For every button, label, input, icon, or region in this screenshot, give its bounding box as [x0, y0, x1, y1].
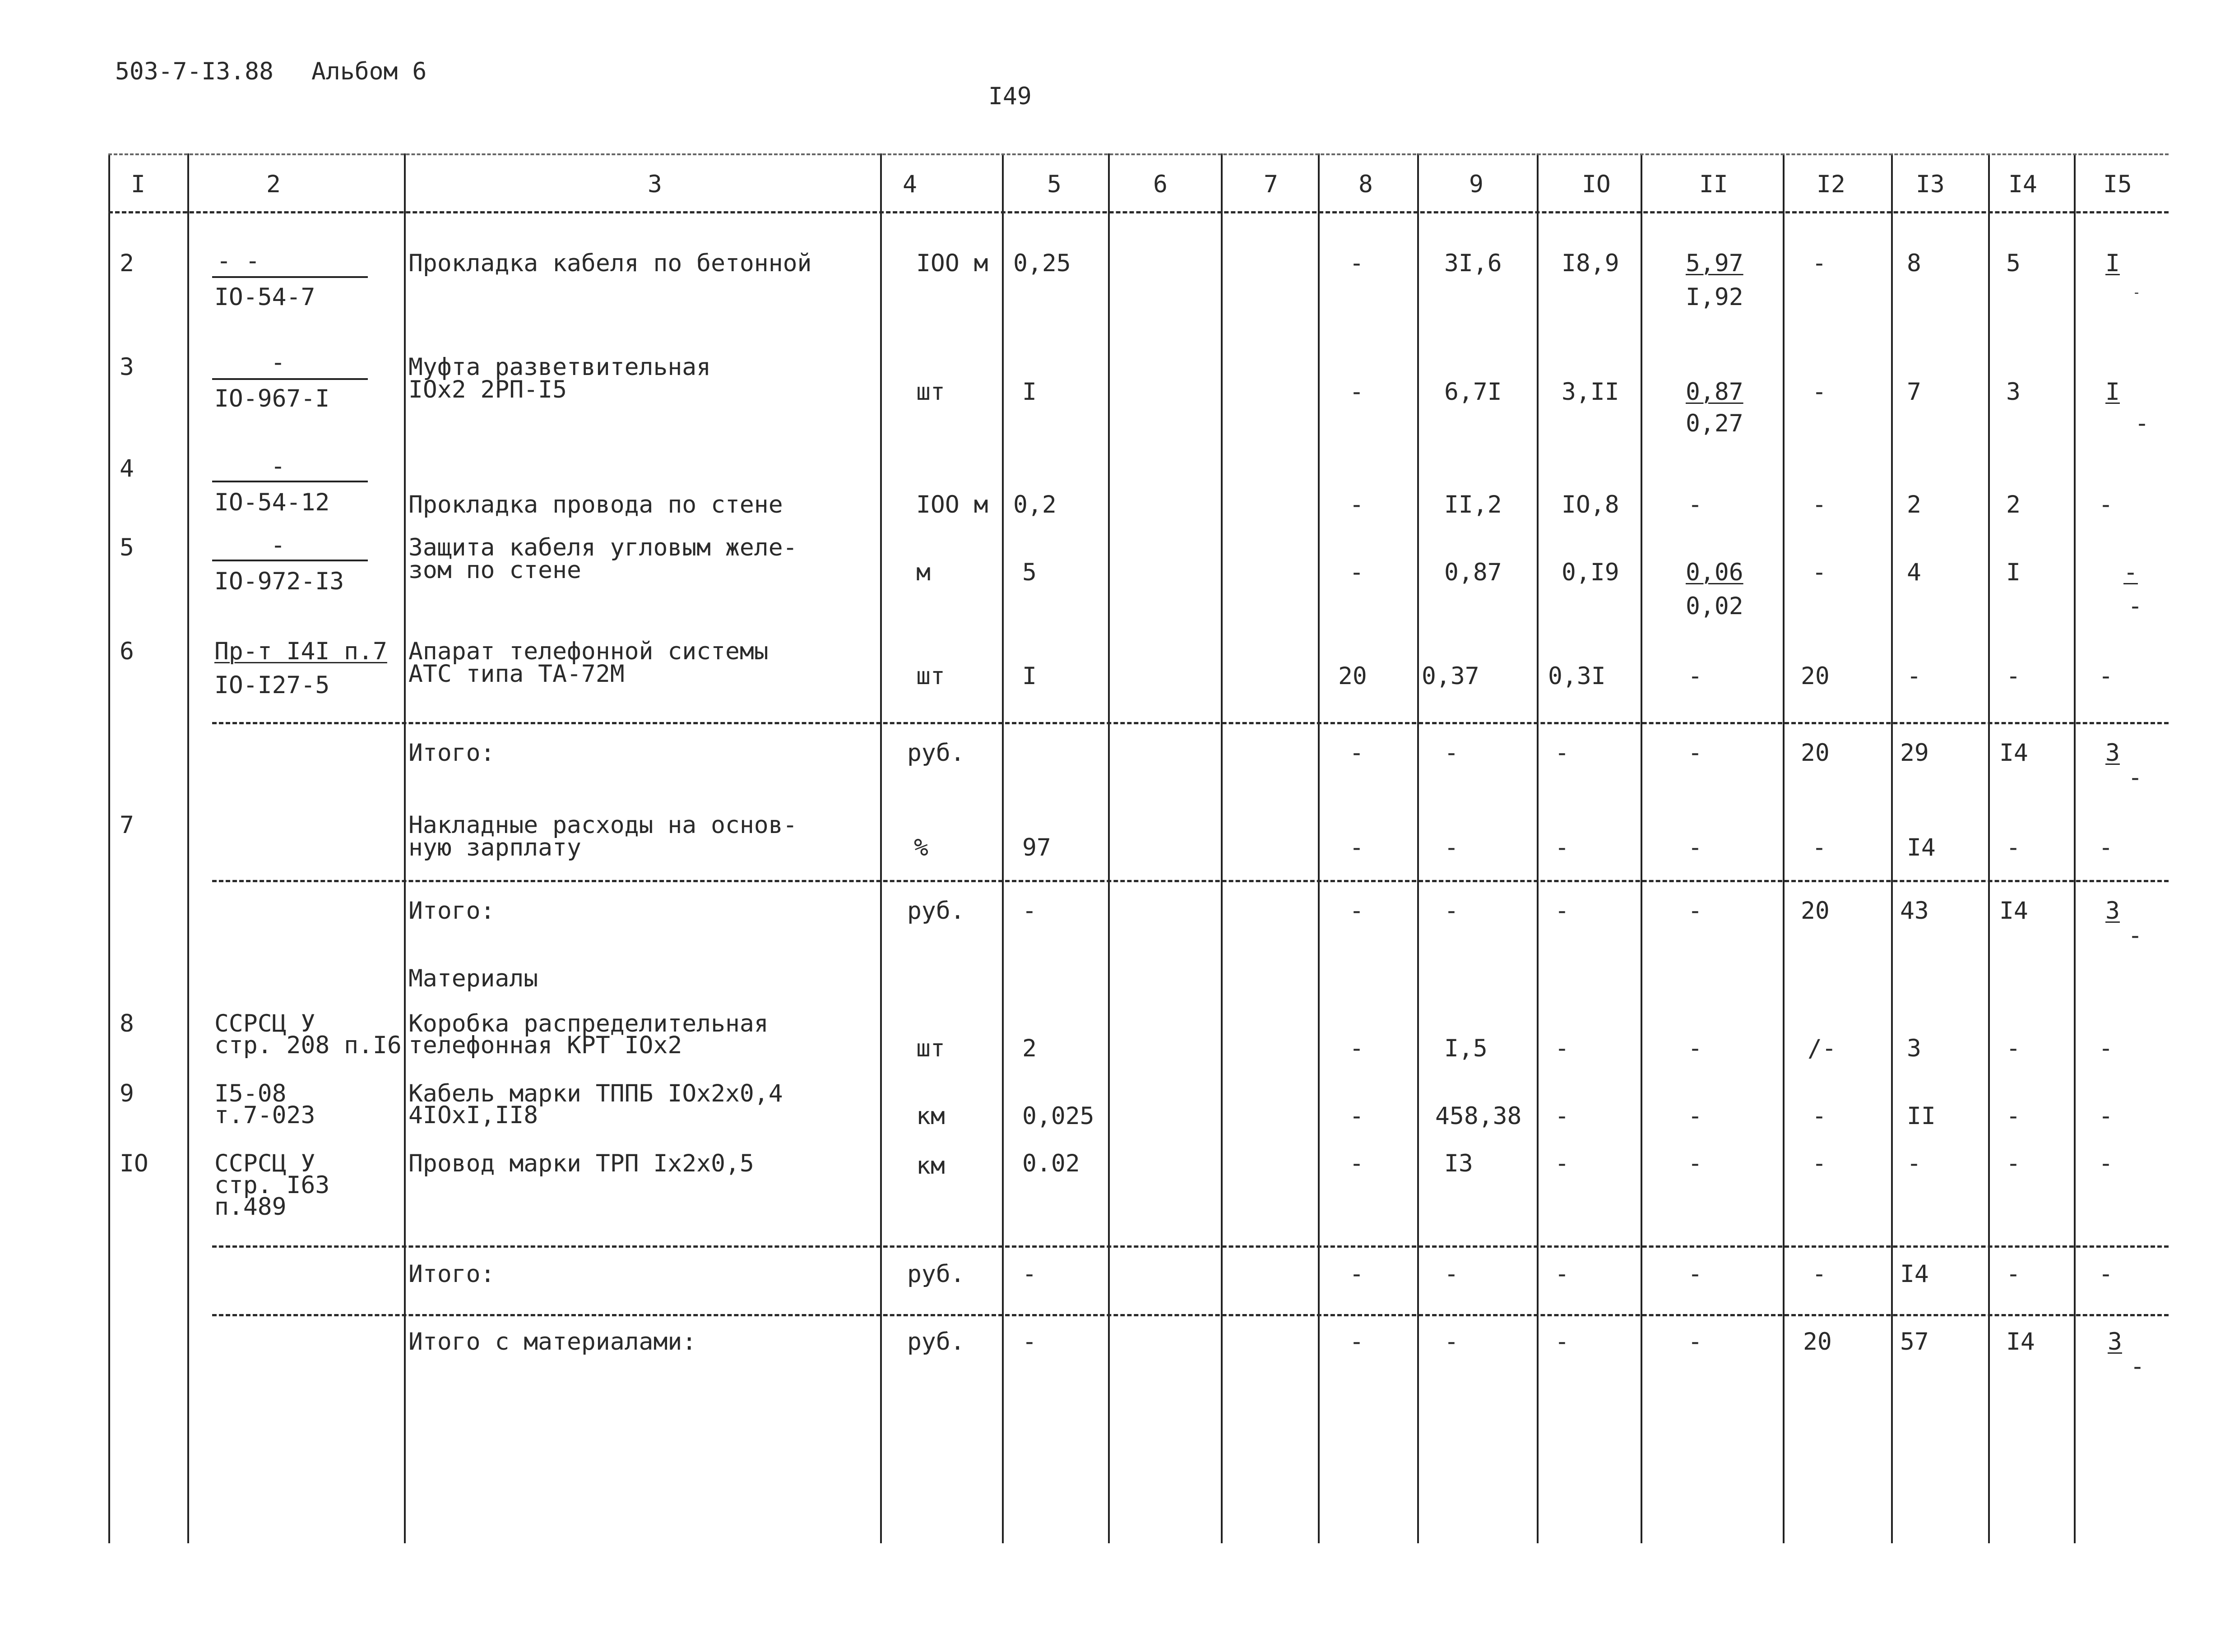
col-rule: [1537, 153, 1539, 1543]
code: ССРСЦ У: [214, 1150, 315, 1177]
cell-11-bottom: 0,02: [1686, 592, 1743, 620]
cell-8: -: [1349, 897, 1364, 925]
col-header: 6: [1153, 171, 1168, 198]
cell-10: -: [1555, 1150, 1569, 1177]
cell-9: -: [1444, 834, 1459, 861]
cell-9: I,5: [1444, 1035, 1488, 1062]
code-top: -: [271, 349, 285, 376]
cell-12: -: [1812, 1150, 1826, 1177]
item-name: Прокладка провода по стене: [408, 491, 783, 518]
cell-11-bottom: I,92: [1686, 283, 1743, 311]
cell-11: -: [1688, 739, 1702, 767]
unit: шт: [916, 1035, 945, 1062]
cell-12: -: [1812, 1260, 1826, 1288]
cell-12: 20: [1801, 662, 1830, 690]
cell-8: -: [1349, 1150, 1364, 1177]
col-header: 7: [1264, 171, 1278, 198]
code: IO-54-12: [214, 489, 330, 516]
quantity: 0,25: [1013, 250, 1071, 277]
cell-8: -: [1349, 739, 1364, 767]
item-name-2: зом по стене: [408, 556, 581, 584]
cell-15-top: 3: [2105, 897, 2120, 925]
cell-15: -: [2099, 834, 2113, 861]
cell-9: II,2: [1444, 491, 1502, 518]
cell-10: 0,I9: [1562, 559, 1619, 586]
cell-15-bottom: -: [2130, 1353, 2145, 1380]
section-rule: [212, 880, 2169, 882]
cell-13: 43: [1900, 897, 1929, 925]
unit: шт: [916, 662, 945, 690]
fraction-line: [212, 378, 368, 380]
cell-14: -: [2006, 1260, 2021, 1288]
cell-10: -: [1555, 897, 1569, 925]
unit: км: [916, 1152, 945, 1180]
row-number: 9: [120, 1080, 134, 1107]
cell-14: -: [2006, 1150, 2021, 1177]
cell-9: 458,38: [1435, 1102, 1522, 1130]
code: IO-967-I: [214, 385, 330, 412]
cell-14: I: [2006, 559, 2021, 586]
cell-11: -: [1688, 1150, 1702, 1177]
item-name: Накладные расходы на основ-: [408, 811, 797, 839]
cell-11: -: [1688, 491, 1702, 518]
subtotal-label: Итого:: [408, 739, 495, 767]
cell-15-bottom: -: [2132, 285, 2141, 301]
item-name: Провод марки ТРП Ix2x0,5: [408, 1150, 754, 1177]
col-rule: [1108, 153, 1110, 1543]
code-top: -: [271, 453, 285, 480]
cell-9: -: [1444, 1260, 1459, 1288]
col-rule: [108, 153, 110, 1543]
col-rule: [1318, 153, 1320, 1543]
col-header: 4: [903, 171, 917, 198]
code-3: п.489: [214, 1193, 287, 1221]
code-top: - -: [217, 247, 260, 275]
code-2: стр. 208 п.I6: [214, 1032, 402, 1059]
fraction-line: [212, 276, 368, 278]
item-name-2: ную зарплату: [408, 834, 581, 861]
col-header: 9: [1469, 171, 1483, 198]
cell-11-top: 5,97: [1686, 250, 1743, 277]
cell-14: I4: [1999, 897, 2028, 925]
cell-15-bottom: -: [2135, 410, 2149, 437]
cell-12: -: [1812, 834, 1826, 861]
quantity: 0,025: [1022, 1102, 1094, 1130]
cell-9: 3I,6: [1444, 250, 1502, 277]
code-2: т.7-023: [214, 1101, 315, 1129]
cell-12: 20: [1803, 1328, 1832, 1356]
col-rule: [1417, 153, 1419, 1543]
item-name: Коробка распределительная: [408, 1010, 769, 1037]
cell-15: -: [2099, 1150, 2113, 1177]
row-number: IO: [120, 1150, 148, 1177]
code: IO-I27-5: [214, 671, 330, 699]
cell-11: -: [1688, 662, 1702, 690]
item-name-2: 4IOxI,II8: [408, 1101, 538, 1129]
cell-13: II: [1907, 1102, 1936, 1130]
code-top: -: [271, 532, 285, 559]
col-rule: [880, 153, 882, 1543]
cell-14: 5: [2006, 250, 2021, 277]
cell-15: -: [2099, 1035, 2113, 1062]
cell-11: -: [1688, 1260, 1702, 1288]
col-rule: [1002, 153, 1004, 1543]
row-number: 2: [120, 250, 134, 277]
cell-9: I3: [1444, 1150, 1473, 1177]
cell-10: I8,9: [1562, 250, 1619, 277]
section-rule: [212, 722, 2169, 724]
quantity: -: [1022, 897, 1037, 925]
cell-8: -: [1349, 378, 1364, 406]
album-label: Альбом 6: [311, 58, 427, 85]
cell-15-top: 3: [2105, 739, 2120, 767]
cell-13: 4: [1907, 559, 1921, 586]
cell-11: -: [1688, 834, 1702, 861]
section-rule: [212, 1245, 2169, 1248]
col-rule: [1641, 153, 1642, 1543]
item-name: Апарат телефонной системы: [408, 638, 769, 665]
cell-8: -: [1349, 250, 1364, 277]
cell-15-bottom: -: [2128, 592, 2142, 620]
cell-15: -: [2099, 491, 2113, 518]
subtotal-label: Итого:: [408, 897, 495, 925]
row-number: 4: [120, 455, 134, 482]
item-name: Кабель марки ТППБ IOx2x0,4: [408, 1080, 783, 1107]
col-rule: [187, 153, 189, 1543]
item-name: Защита кабеля угловым желе-: [408, 534, 797, 561]
cell-15-top: -: [2123, 559, 2138, 586]
fraction-line: [212, 481, 368, 482]
cell-9: 0,87: [1444, 559, 1502, 586]
cell-15-top: 3: [2108, 1328, 2122, 1356]
table-top-rule: [108, 153, 2169, 155]
cell-15: -: [2099, 1102, 2113, 1130]
cell-14: 3: [2006, 378, 2021, 406]
unit: %: [914, 834, 928, 861]
unit: руб.: [907, 897, 965, 925]
quantity: 0.02: [1022, 1150, 1080, 1177]
row-number: 7: [120, 811, 134, 839]
item-name: Муфта разветвительная: [408, 353, 711, 381]
header-rule: [108, 211, 2169, 213]
cell-13: 3: [1907, 1035, 1921, 1062]
col-rule: [2074, 153, 2076, 1543]
cell-8: -: [1349, 1328, 1364, 1356]
row-number: 5: [120, 534, 134, 561]
code-top: Пр-т I4I п.7: [214, 638, 387, 665]
unit: руб.: [907, 1328, 965, 1356]
cell-12: -: [1812, 559, 1826, 586]
col-header: I3: [1916, 171, 1945, 198]
cell-13: 2: [1907, 491, 1921, 518]
unit: км: [916, 1102, 945, 1130]
fraction-line: [212, 560, 368, 561]
col-header: IO: [1582, 171, 1611, 198]
cell-12: 20: [1801, 897, 1830, 925]
code: ССРСЦ У: [214, 1010, 315, 1037]
col-header: II: [1699, 171, 1728, 198]
code: I5-08: [214, 1080, 287, 1107]
col-rule: [404, 153, 406, 1543]
col-header: I: [131, 171, 145, 198]
cell-14: -: [2006, 1035, 2021, 1062]
unit: руб.: [907, 1260, 965, 1288]
unit: шт: [916, 378, 945, 406]
cell-10: -: [1555, 1035, 1569, 1062]
cell-8: -: [1349, 559, 1364, 586]
cell-12: 20: [1801, 739, 1830, 767]
total-label: Итого с материалами:: [408, 1328, 697, 1356]
cell-9: 6,7I: [1444, 378, 1502, 406]
col-header: 3: [648, 171, 662, 198]
cell-13: -: [1907, 662, 1921, 690]
row-number: 8: [120, 1010, 134, 1037]
col-header: I4: [2008, 171, 2037, 198]
cell-9: -: [1444, 1328, 1459, 1356]
cell-9: -: [1444, 897, 1459, 925]
item-name-2: IOx2 2РП-I5: [408, 376, 567, 403]
unit: IOO м: [916, 250, 988, 277]
cell-11: -: [1688, 897, 1702, 925]
quantity: I: [1022, 378, 1037, 406]
cell-13: I4: [1900, 1260, 1929, 1288]
cell-15-bottom: -: [2128, 922, 2142, 949]
cell-8: 20: [1338, 662, 1367, 690]
quantity: -: [1022, 1260, 1037, 1288]
cell-14: -: [2006, 662, 2021, 690]
cell-8: -: [1349, 834, 1364, 861]
unit: руб.: [907, 739, 965, 767]
item-name-2: АТС типа ТА-72М: [408, 660, 625, 688]
unit: м: [916, 559, 931, 586]
col-header: I5: [2103, 171, 2132, 198]
cell-13: 57: [1900, 1328, 1929, 1356]
quantity: 97: [1022, 834, 1051, 861]
cell-15-bottom: -: [2128, 764, 2142, 791]
col-rule: [1221, 153, 1223, 1543]
cell-13: 29: [1900, 739, 1929, 767]
page-number: I49: [988, 83, 1032, 110]
cell-14: -: [2006, 1102, 2021, 1130]
row-number: 3: [120, 353, 134, 381]
cell-11: -: [1688, 1035, 1702, 1062]
cell-10: -: [1555, 1260, 1569, 1288]
cell-14: I4: [1999, 739, 2028, 767]
col-rule: [1783, 153, 1785, 1543]
cell-14: I4: [2006, 1328, 2035, 1356]
cell-14: 2: [2006, 491, 2021, 518]
cell-9: -: [1444, 739, 1459, 767]
materials-heading: Материалы: [408, 965, 538, 992]
cell-10: -: [1555, 1102, 1569, 1130]
quantity: -: [1022, 1328, 1037, 1356]
cell-10: -: [1555, 834, 1569, 861]
col-rule: [1891, 153, 1893, 1543]
cell-10: 0,3I: [1548, 662, 1606, 690]
cell-12: -: [1812, 250, 1826, 277]
cell-15: -: [2099, 662, 2113, 690]
cell-11: -: [1688, 1102, 1702, 1130]
cell-10: 3,II: [1562, 378, 1619, 406]
cell-10: IO,8: [1562, 491, 1619, 518]
subtotal-label: Итого:: [408, 1260, 495, 1288]
quantity: 0,2: [1013, 491, 1057, 518]
cell-8: -: [1349, 491, 1364, 518]
col-header: 8: [1358, 171, 1373, 198]
col-header: I2: [1817, 171, 1845, 198]
cell-12: -: [1812, 491, 1826, 518]
item-name: Прокладка кабеля по бетонной: [408, 250, 812, 277]
col-header: 5: [1047, 171, 1062, 198]
cell-14: -: [2006, 834, 2021, 861]
cell-13: -: [1907, 1150, 1921, 1177]
cell-15-top: I: [2105, 250, 2120, 277]
cell-13: I4: [1907, 834, 1936, 861]
quantity: 2: [1022, 1035, 1037, 1062]
col-header: 2: [266, 171, 281, 198]
row-number: 6: [120, 638, 134, 665]
section-rule: [212, 1314, 2169, 1316]
quantity: 5: [1022, 559, 1037, 586]
cell-12: -: [1812, 378, 1826, 406]
code-2: стр. I63: [214, 1171, 330, 1199]
cell-9: 0,37: [1422, 662, 1479, 690]
cell-11-top: 0,06: [1686, 559, 1743, 586]
code: IO-972-I3: [214, 568, 344, 595]
cell-8: -: [1349, 1035, 1364, 1062]
cell-8: -: [1349, 1102, 1364, 1130]
code: IO-54-7: [214, 283, 315, 311]
cell-10: -: [1555, 739, 1569, 767]
cell-11-top: 0,87: [1686, 378, 1743, 406]
quantity: I: [1022, 662, 1037, 690]
cell-13: 8: [1907, 250, 1921, 277]
cell-8: -: [1349, 1260, 1364, 1288]
unit: IOO м: [916, 491, 988, 518]
cell-12: /-: [1808, 1035, 1836, 1062]
cell-11-bottom: 0,27: [1686, 410, 1743, 437]
col-rule: [1988, 153, 1990, 1543]
cell-10: -: [1555, 1328, 1569, 1356]
cell-15: -: [2099, 1260, 2113, 1288]
doc-code: 503-7-I3.88: [115, 58, 274, 85]
cell-11: -: [1688, 1328, 1702, 1356]
item-name-2: телефонная КРТ IOx2: [408, 1032, 682, 1059]
cell-12: -: [1812, 1102, 1826, 1130]
cell-13: 7: [1907, 378, 1921, 406]
cell-15-top: I: [2105, 378, 2120, 406]
